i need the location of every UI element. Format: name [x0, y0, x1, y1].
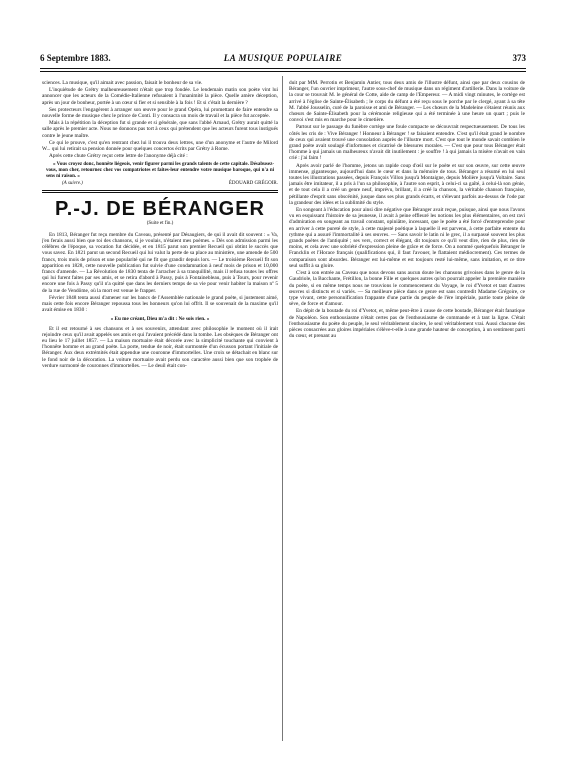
- paragraph: Ses protecteurs l'engagèrent à arranger son œuvre pour le grand Opéra, lui promettant de faire entendre sa nouvelle forme de musique chez le prince de Conti. Il y consacra un mois de travail et la pièce fut acceptée.: [42, 106, 278, 120]
- article-signature: [42, 181, 278, 187]
- author-name: ÉDOUARD GRÉGOIR.: [228, 180, 278, 186]
- paragraph: Après avoir parlé de l'homme, jetons un rapide coup d'œil sur le poète et sur son œuvre, sur cette œuvre immense, gigantesque, aujourd'hui dans le cœur et dans la mémoire de tous. Béranger a résumé en lui seul toutes les illustrations passées, depuis François Villon jusqu'à Montaigne, depuis Molière jusqu'à Voltaire. Sans jamais être imitateur, il a pris à l'un sa philosophie, à l'autre son esprit, à celui-ci sa gaîté, à celui-là son génie, et de tout cela il a créé un genre neuf, imprévu, brillant, il a créé la chanson, la véritable chanson française, pétillante d'esprit sans obscénité, jusque dans ses plus grands écarts, et s'élevant parfois au-dessus de l'ode par la grandeur des idées et la sublimité du style.: [289, 162, 525, 206]
- paragraph: En 1813, Béranger fut reçu membre du Caveau, présenté par Désaugiers, de qui il avait dit souvent : « Va, j'en ferais aussi bien que toi des chansons, si je voulais, n'étaient mes poèmes. » Dès son admission parmi les célèbres de l'époque, sa vocation fut décidée, et en 1815 parut son premier Recueil qui obtint le succès que vous savez. En 1821 parut un second Recueil qui lui valut la perte de sa place au ministère, une amende de 500 francs, trois mois de prison et une popularité qui ne fit que grandir depuis lors. — Le troisième Recueil fit son apparition en 1828, cette nouvelle publication fut suivie d'une condamnation à neuf mois de prison et 10,000 francs d'amende. — La Révolution de 1830 tenta de l'arracher à sa tranquillité, mais il refusa toutes les offres qui lui furent faites par ses amis, et se retira d'abord à Passy, puis à Fontainebleau, puis à Tours, pour revenir encore une fois à Passy qu'il n'a quitté que dans les derniers temps de sa vie pour venir habiter la maison nº 5 de la rue de Vendôme, où la mort est venue le frapper.: [42, 231, 278, 294]
- left-column: [42, 80, 278, 742]
- paragraph: C'est à son entrée au Caveau que nous devons sans aucun doute les chansons grivoises dans le genre de la Gaudriole, la Bacchante, Frétillon, la bonne Fille et quelques autres qu'on pourrait appeler la première manière du poète, si en même temps nous ne trouvions le commencement du Voyage, le roi d'Yvetot et tant d'autres œuvres si distincts et si variés. — Sa meilleure pièce dans ce genre est sans contredit Madame Grégoire, ce type vivant, cette personnification frappante d'une partie du peuple de l'ère impériale, partie toute pleine de sève, de force et d'amour.: [289, 270, 525, 308]
- header-date: 6 Septembre 1883.: [40, 53, 111, 63]
- to-be-continued: (A suivre.): [62, 180, 83, 186]
- paragraph: Mais à la répétition la déception fut si grande et si générale, que sans l'abbé Arnaud, Grétry aurait quitté la salle après le premier acte. Nous ne donnons pas tort à ceux qui prétendent que les acteurs furent tous instigués contre le jeune maître.: [42, 120, 278, 139]
- article-title: P.-J. DE BÉRANGER: [54, 197, 265, 220]
- section-divider: [42, 190, 278, 193]
- anonymous-letter-quote: « Vous croyez donc, honnête liégeois, venir figurer parmi les grands talents de cette capitale. Désabusez-vous, mon cher, retournez chez vos compatriotes et faites-leur entendre votre musique baroque, qui n'a ni sens ni raison. »: [46, 162, 274, 180]
- paragraph: sciences. La musique, qu'il aimait avec passion, faisait le bonheur de sa vie.: [42, 80, 203, 86]
- paragraph: Et il est retourné à ses chansons et à ses souvenirs, attendant avec philosophie le moment où il irait rejoindre ceux qu'il avait appelés ses amis et qui l'avaient précédé dans la tombe. Les obsèques de Béranger ont eu lieu le 17 juillet 1857. — La maison mortuaire était décorée avec la simplicité touchante qui convient à l'honnête homme et au grand poète. La porte, tendue de noir, était surmontée d'un écusson portant l'initiale de Béranger. Aux deux extrémités était appendue une couronne d'immortelles. Une croix se détachait en blanc sur le fond noir de la décoration. La voiture mortuaire avait perdu son caractère aussi bien que son trophée de verdure surmonté de couronnes d'immortelles. — Le deuil était con-: [42, 325, 278, 369]
- page-header: [40, 50, 526, 66]
- header-rule-double: [40, 71, 526, 72]
- motto-line: « Eu me créant, Dieu m'a dit : Ne sois rien. »: [110, 316, 210, 323]
- paragraph: Après cette chute Grétry reçut cette lettre de l'anonyme déjà cité :: [49, 153, 188, 160]
- right-column: [289, 80, 525, 742]
- header-rule: [40, 68, 526, 69]
- header-title: LA MUSIQUE POPULAIRE: [223, 53, 343, 63]
- paragraph: Ce qui le prouve, c'est qu'en rentrant chez lui il trouva deux lettres, une d'un anonyme et l'autre de Milord W... qui lui retirait sa pension donnée pour quelques concertos écrits par Grétry à Rome.: [42, 139, 278, 153]
- paragraph: Partout sur le passage du funèbre cortège une foule compacte se découvrait respectueusement. De tous les côtés les cris de : Vive Béranger ! Honneur à Béranger ! se faisaient entendre. C'est qu'il était grand le nombre de ceux qui avaient trouvé une consolation auprès de l'illustre mort. C'est que tout le monde savait combien le grand poète avait soulagé d'infortunes et cicatrisé de blessures morales. — C'est que pour tous Béranger était l'homme à qui jamais un malheureux n'avait dit inutilement : je souffre ! à qui jamais la misère n'avait en vain crié : j'ai faim !: [289, 124, 525, 162]
- article-subtitle: (Suite et fin.): [146, 220, 174, 226]
- paragraph: duit par MM. Perrotin et Benjamin Antier, tous deux amis de l'illustre défunt, ainsi que par deux cousins de Béranger, l'un ouvrier imprimeur, l'autre sous-chef de musique dans un régiment d'artillerie. Dans la voiture de la cour se trouvait M. le général de Cotte, aide de camp de l'Empereur. — A midi vingt minutes, le cortège est arrivé à l'église de Sainte-Élisabeth ; le corps du défunt a été reçu sous le porche par le clergé, ayant à sa tête M. l'abbé Jousselin, curé de la paroisse et ami de Béranger. — Les chœurs de la Madeleine s'étaient réunis aux chœurs de Sainte-Élisabeth pour la cérémonie religieuse qui a été terminée à une heure un quart ; puis le convoi s'est mis en marche pour le cimetière.: [289, 80, 525, 124]
- paragraph: En songeant à l'éducation pour ainsi dire négative que Béranger avait reçue, puisque, ainsi que nous l'avons vu en esquissant l'histoire de sa jeunesse, il avait à peine effleuré les notions les plus élémentaires, on est ravi d'admiration en songeant au travail constant, opiniâtre, incessant, que le poète a été forcé d'entreprendre pour en arriver à cette pureté de style, à cette majesté poétique à laquelle il est parvenu, à cette parfaite entente du rythme qui a assuré l'immortalité à ses œuvres. — Sans savoir le latin ni le grec, il a surpassé souvent les plus grands poètes de l'antiquité ; ses vers, correct et élégant, dit toujours ce qu'il veut dire, rien de plus, rien de moins, et cela avec une sobriété d'expression pleine de grâce et de force. On a nommé quelquefois Béranger le Francklin et l'Horace français (qualifications qui, il faut l'avouer, le flattaient médiocrement). Ces termes de comparaison sont absurdes. Béranger est lui-même et est toujours resté lui-même, sans imitation, et ce titre seul suffit à sa gloire.: [289, 207, 525, 269]
- page-number: 373: [512, 53, 526, 63]
- paragraph: Février 1848 tenta aussi d'amener sur les bancs de l'Assemblée nationale le grand poète, si justement aimé, mais cette fois encore Béranger repoussa tous les honneurs qu'on lui offrit. Il se souvenait de la maxime qu'il avait émise en 1830 :: [42, 294, 278, 314]
- column-separator: [282, 76, 283, 741]
- paragraph: L'inquiétude de Grétry malheureusement n'était que trop fondée. Le lendemain matin son poète vint lui annoncer que les acteurs de la Comédie-Italienne refusaient à l'unanimité la pièce. Quelle amère déception, après un jour de bonheur, portée à un cœur si fier et si sensible à la fois ! Et si c'était la dernière ?: [42, 87, 278, 106]
- paragraph: En dépit de la boutade du roi d'Yvetot, et, même peut-être à cause de cette boutade, Béranger était fanatique de Napoléon. Son enthousiasme n'était certes pas de l'enthousiasme de commande et à tant la ligne. C'était l'enthousiasme du poète du peuple, le seul véritablement sincère, le seul véritablement vrai. Aussi chacune des pièces consacrées aux gloires impériales s'élève-t-elle à une grande hauteur de conception, à un sentiment parti du cœur, et prenant au: [289, 308, 525, 340]
